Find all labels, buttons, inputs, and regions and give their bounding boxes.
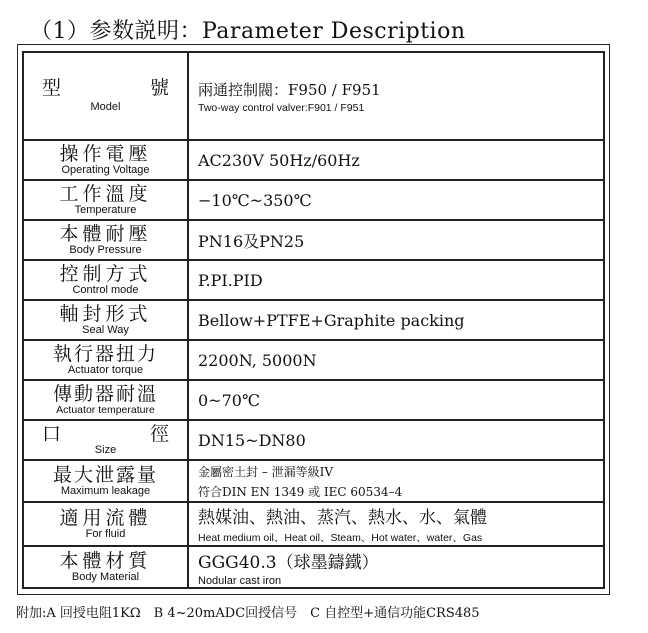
row-en-label: Actuator temperature: [56, 403, 155, 416]
row-value: −10℃~350℃: [188, 180, 604, 220]
table-row: [23, 502, 604, 546]
row-zh-label: 本體材質: [59, 549, 152, 572]
fluid-value-zh: 熱媒油、熱油、蒸汽、熱水、水、氣體: [198, 508, 487, 528]
row-zh-label: 適用流體: [59, 506, 152, 529]
model-zh-label: [24, 79, 187, 98]
row-en-label: Seal Way: [82, 323, 129, 336]
page-title: （1）参数説明：Parameter Description: [30, 19, 466, 44]
row-en-label: Control mode: [72, 283, 139, 296]
row-zh-label: 本體耐壓: [59, 222, 152, 245]
label-cell: [23, 180, 188, 220]
leakage-value-zh: 金屬密土封 – 泄漏等級IV: [198, 464, 334, 479]
table-row: [23, 260, 604, 300]
material-value-zh: GGG40.3（球墨鑄鐵）: [198, 552, 379, 573]
row-zh-label: 傳動器耐溫: [52, 382, 158, 405]
label-cell: [23, 340, 188, 380]
label-cell: [23, 260, 188, 300]
model-zh-left: 型: [42, 77, 62, 99]
value-cell: [188, 546, 604, 588]
footer-note: 附加:A 回授电阻1KΩ B 4~20mADC回授信号 C 自控型+通信功能CRS485: [16, 606, 480, 621]
row-zh-label: 操作電壓: [59, 142, 152, 165]
row-en-label: Body Material: [71, 570, 140, 583]
row-zh-label: 控制方式: [59, 262, 152, 285]
label-cell: [23, 420, 188, 460]
table-row: [23, 52, 604, 140]
leakage-value-std: 符合DIN EN 1349 或 IEC 60534–4: [198, 484, 403, 499]
table-row: [23, 300, 604, 340]
value-cell: [188, 502, 604, 546]
row-en-label: Maximum leakage: [60, 484, 151, 497]
table-row: [23, 140, 604, 180]
value-cell: [188, 52, 604, 140]
label-cell: [23, 380, 188, 420]
value-cell: [188, 460, 604, 502]
table-row: [23, 420, 604, 460]
row-en-label: Body Pressure: [69, 243, 142, 256]
size-zh-label: [24, 422, 187, 445]
table-row: [23, 340, 604, 380]
model-en-label: Model: [90, 101, 121, 113]
model-value-en: Two-way control valver:F901 / F951: [198, 101, 365, 114]
row-en-label: Actuator torque: [67, 363, 144, 376]
size-zh-left: 口: [42, 422, 62, 445]
row-en-label: Temperature: [74, 203, 137, 216]
row-zh-label: 最大泄露量: [52, 463, 158, 486]
table-row: [23, 460, 604, 502]
row-value: AC230V 50Hz/60Hz: [188, 140, 604, 180]
model-zh-right: 號: [149, 77, 169, 99]
parameter-table: [22, 51, 605, 589]
row-zh-label: 工作溫度: [59, 182, 152, 205]
label-cell: [23, 502, 188, 546]
table-row: [23, 380, 604, 420]
row-value: 2200N, 5000N: [188, 340, 604, 380]
table-row: [23, 546, 604, 588]
row-zh-label: 執行器扭力: [52, 342, 158, 365]
row-value: Bellow+PTFE+Graphite packing: [188, 300, 604, 340]
table-row: [23, 180, 604, 220]
row-value: DN15~DN80: [188, 420, 604, 460]
model-value-zh: 兩通控制閥：F950 / F951: [198, 80, 381, 99]
material-value-en: Nodular cast iron: [198, 574, 282, 587]
row-en-label: Size: [94, 443, 117, 456]
label-cell: [23, 140, 188, 180]
size-zh-right: 徑: [149, 422, 169, 445]
table-row: [23, 220, 604, 260]
label-cell: [23, 546, 188, 588]
row-en-label: For fluid: [85, 527, 126, 540]
label-cell: [23, 52, 188, 140]
row-zh-label: 軸封形式: [59, 302, 152, 325]
row-value: P.PI.PID: [188, 260, 604, 300]
row-value: 0~70℃: [188, 380, 604, 420]
label-cell: [23, 460, 188, 502]
row-en-label: Operating Voltage: [61, 163, 150, 176]
label-cell: [23, 220, 188, 260]
label-cell: [23, 300, 188, 340]
fluid-value-en: Heat medium oil、Heat oil、Steam、Hot water、water、Gas: [198, 532, 483, 544]
row-value: PN16及PN25: [188, 220, 604, 260]
